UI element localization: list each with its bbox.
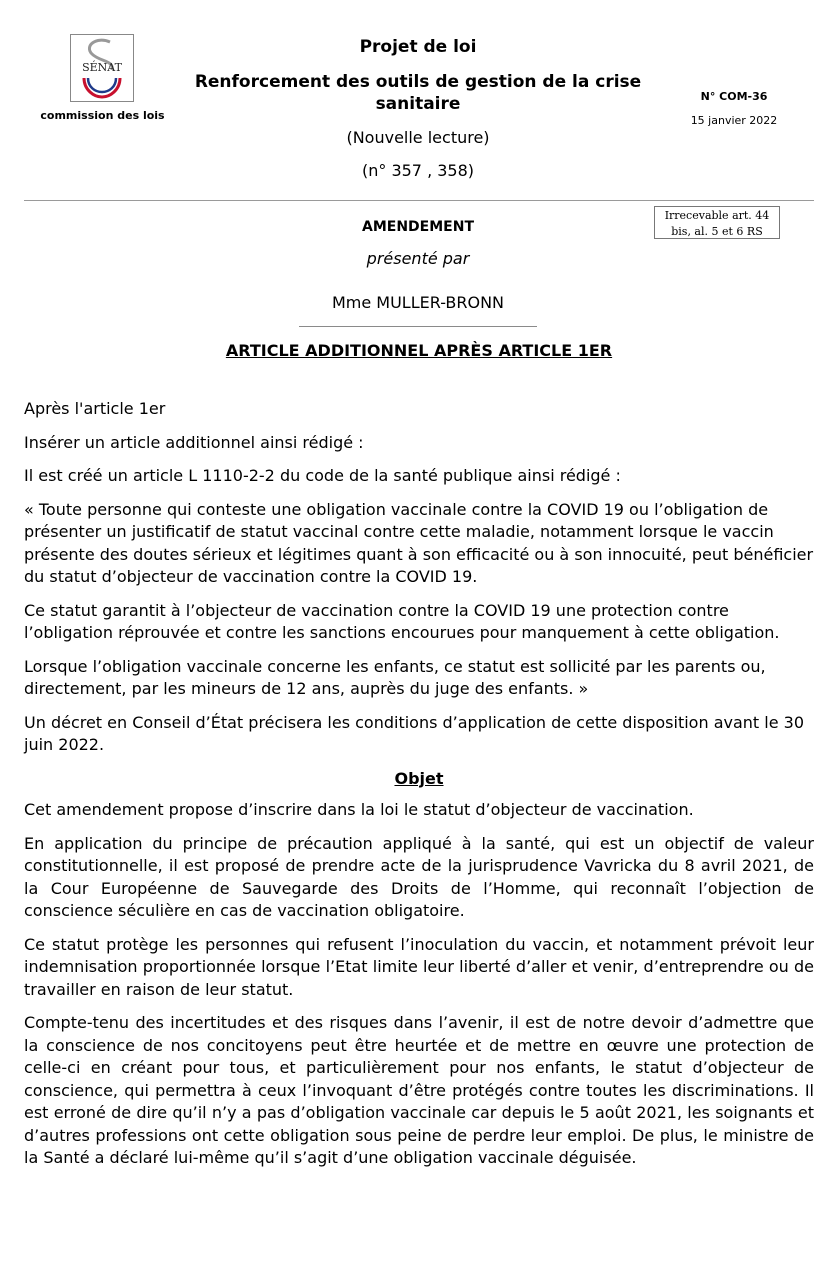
objet-paragraph: En application du principe de précaution appliqué à la santé, qui est un objectif de valeur constitutionnelle, il est proposé de prendre acte de la jurisprudence Vavricka du 8 avril 2021, de la Cour Européenne de Sauvegarde des Droits de l’Homme, qui reconnaît l’objection de conscience séculière en cas de vaccination obligatoire.	[24, 833, 814, 920]
document-header	[0, 0, 828, 200]
doc-type: Projet de loi	[359, 37, 477, 57]
objet-paragraph: Cet amendement propose d’inscrire dans la loi le statut d’objecteur de vaccination.	[24, 800, 694, 819]
amendment-date: 15 janvier 2022	[690, 114, 778, 127]
senat-logo	[70, 34, 134, 102]
bill-numbers: (n° 357 , 358)	[361, 161, 475, 180]
amendment-label: AMENDEMENT	[362, 219, 474, 235]
objet-heading: Objet	[394, 768, 444, 788]
amendment-body	[24, 398, 814, 1181]
body-paragraph: Insérer un article additionnel ainsi rédigé :	[24, 432, 364, 452]
amendment-meta	[655, 90, 813, 127]
author-divider	[299, 326, 537, 327]
article-title: ARTICLE ADDITIONNEL APRÈS ARTICLE 1ER	[225, 341, 613, 360]
objet-paragraph: Compte-tenu des incertitudes et des risques dans l’avenir, il est de notre devoir d’admettre que la conscience de nos concitoyens peut être heurtée et de mettre en œuvre une protection de celle-ci en créant pour tous, et particulièrement pour nos enfants, le statut d’objecteur de conscience, qui permettra à ceux l’invoquant d’être protégés contre toutes les discriminations. Il est erroné de dire qu’il n’y a pas d’obligation vaccinale car depuis le 5 août 2021, les soignants et d’autres professions ont cette obligation sous peine de perdre leur emploi. De plus, le ministre de la Santé a déclaré lui-même qu’il s’agit d’une obligation vaccinale déguisée.	[24, 1013, 814, 1167]
body-paragraph: « Toute personne qui conteste une obligation vaccinale contre la COVID 19 ou l’obligation de présenter un justificatif de statut vaccinal contre cette maladie, notamment lorsque le vaccin présente des doutes sérieux et légitimes quant à son efficacité ou à son innocuité, peut bénéficier du statut d’objecteur de vaccination contre la COVID 19.	[24, 499, 814, 586]
reading-stage: (Nouvelle lecture)	[346, 128, 490, 147]
body-paragraph: Après l'article 1er	[24, 399, 166, 418]
objet-paragraph: Ce statut protège les personnes qui refusent l’inoculation du vaccin, et notamment prévoit leur indemnisation proportionnée lorsque l’Etat limite leur liberté d’aller et venir, d’entreprendre ou de travailler en raison de leur statut.	[24, 934, 814, 999]
author-name: Mme MULLER-BRONN	[331, 293, 505, 312]
body-paragraph: Lorsque l’obligation vaccinale concerne les enfants, ce statut est sollicité par les parents ou, directement, par les mineurs de 12 ans, auprès du juge des enfants. »	[24, 656, 766, 698]
presented-by: présenté par	[366, 249, 470, 268]
logo-wordmark: SÉNAT	[82, 61, 122, 74]
body-paragraph: Ce statut garantit à l’objecteur de vaccination contre la COVID 19 une protection contre l’obligation réprouvée et contre les sanctions encourues pour manquement à cette obligation.	[24, 600, 780, 642]
commission-name: commission des lois	[40, 109, 165, 122]
amendment-number: N° COM-36	[700, 90, 768, 103]
body-paragraph: Un décret en Conseil d’État précisera les conditions d’application de cette disposition avant le 30 juin 2022.	[24, 712, 805, 754]
body-paragraph: Il est créé un article L 1110-2-2 du code de la santé publique ainsi rédigé :	[24, 466, 621, 485]
status-badge: Irrecevable art. 44 bis, al. 5 et 6 RS	[654, 206, 780, 239]
amendment-heading	[170, 218, 666, 314]
bill-title: Renforcement des outils de gestion de la crise sanitaire	[194, 72, 642, 114]
header-divider	[24, 200, 814, 201]
bill-heading	[170, 36, 666, 182]
